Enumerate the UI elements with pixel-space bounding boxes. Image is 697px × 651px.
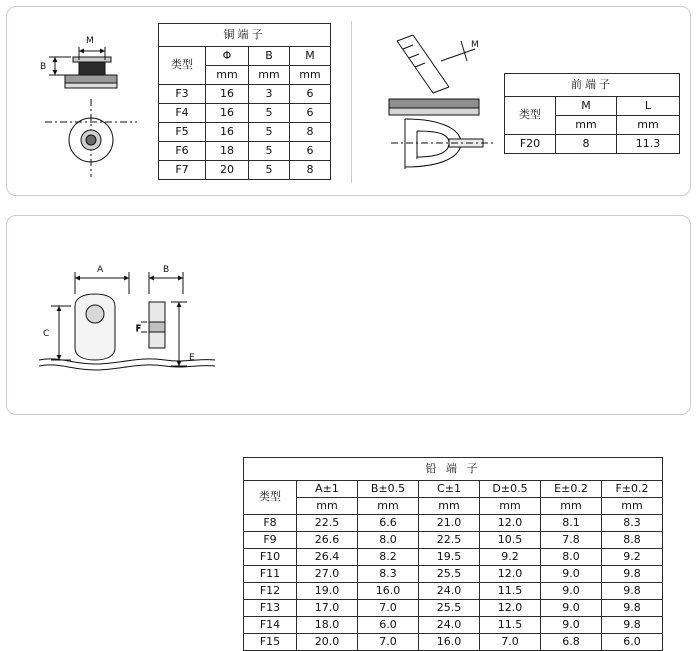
cell: 12.0 <box>480 566 541 583</box>
svg-text:F: F <box>136 324 141 333</box>
front-header-type: 类型 <box>505 97 556 135</box>
table-title-row <box>244 458 663 481</box>
cell: 22.5 <box>297 515 358 532</box>
cell: 9.8 <box>602 600 663 617</box>
table-row <box>244 532 663 549</box>
cell: 18 <box>206 142 249 161</box>
copper-title: 铜端子 <box>159 24 331 47</box>
cell: F3 <box>159 85 206 104</box>
copper-terminal-figure <box>27 27 147 187</box>
lead-header-b: B±0.5 <box>358 481 419 498</box>
cell: 26.6 <box>297 532 358 549</box>
cell: 16.0 <box>358 583 419 600</box>
copper-header-m: M <box>290 47 331 66</box>
front-title: 前端子 <box>505 74 680 97</box>
table-header-row <box>505 97 680 116</box>
lead-header-e: E±0.2 <box>541 481 602 498</box>
svg-text:C: C <box>43 329 50 339</box>
lead-header-a: A±1 <box>297 481 358 498</box>
table-header-row <box>244 481 663 498</box>
svg-text:M: M <box>471 40 479 50</box>
front-unit-l: mm <box>617 116 680 135</box>
table-row <box>159 142 331 161</box>
cell: 9.0 <box>541 617 602 634</box>
lead-unit-f: mm <box>602 498 663 515</box>
cell: 8.2 <box>358 549 419 566</box>
cell: 9.8 <box>602 617 663 634</box>
table-row <box>159 104 331 123</box>
table-row <box>244 634 663 651</box>
table-row <box>244 583 663 600</box>
lead-terminal-table <box>243 457 663 651</box>
cell: 8.0 <box>358 532 419 549</box>
table-row <box>244 515 663 532</box>
table-row <box>159 161 331 180</box>
cell: 7.8 <box>541 532 602 549</box>
cell: 17.0 <box>297 600 358 617</box>
cell: 8.8 <box>602 532 663 549</box>
cell: 6 <box>290 85 331 104</box>
panel-copper-front <box>6 6 691 196</box>
cell: 6 <box>290 104 331 123</box>
cell: F20 <box>505 135 556 154</box>
cell: 6.8 <box>541 634 602 651</box>
svg-text:E: E <box>189 353 195 363</box>
cell: 24.0 <box>419 617 480 634</box>
cell: 19.5 <box>419 549 480 566</box>
cell: 27.0 <box>297 566 358 583</box>
panel-divider <box>351 21 352 183</box>
table-unit-row <box>244 498 663 515</box>
cell: 6.0 <box>358 617 419 634</box>
cell: 11.5 <box>480 583 541 600</box>
svg-text:B: B <box>163 265 170 275</box>
copper-unit-phi: mm <box>206 66 249 85</box>
copper-unit-m: mm <box>290 66 331 85</box>
cell: 9.0 <box>541 600 602 617</box>
table-row <box>505 135 680 154</box>
cell: F15 <box>244 634 297 651</box>
cell: 5 <box>249 161 290 180</box>
cell: F9 <box>244 532 297 549</box>
cell: 9.2 <box>602 549 663 566</box>
cell: F4 <box>159 104 206 123</box>
cell: 9.0 <box>541 566 602 583</box>
cell: 7.0 <box>480 634 541 651</box>
cell: 21.0 <box>419 515 480 532</box>
cell: 5 <box>249 104 290 123</box>
svg-text:M: M <box>86 36 94 46</box>
cell: 11.3 <box>617 135 680 154</box>
table-row <box>159 85 331 104</box>
lead-unit-d: mm <box>480 498 541 515</box>
front-terminal-table <box>504 73 680 154</box>
copper-header-type: 类型 <box>159 47 206 85</box>
front-unit-m: mm <box>556 116 617 135</box>
table-title-row <box>505 74 680 97</box>
cell: 7.0 <box>358 600 419 617</box>
copper-unit-b: mm <box>249 66 290 85</box>
table-row <box>244 549 663 566</box>
cell: 3 <box>249 85 290 104</box>
cell: 25.5 <box>419 566 480 583</box>
lead-terminal-figure <box>37 256 217 386</box>
cell: 5 <box>249 142 290 161</box>
lead-header-d: D±0.5 <box>480 481 541 498</box>
cell: 6 <box>290 142 331 161</box>
copper-terminal-table <box>158 23 331 180</box>
cell: 20.0 <box>297 634 358 651</box>
cell: F7 <box>159 161 206 180</box>
lead-unit-a: mm <box>297 498 358 515</box>
front-header-l: L <box>617 97 680 116</box>
cell: 20 <box>206 161 249 180</box>
cell: 16 <box>206 85 249 104</box>
cell: 7.0 <box>358 634 419 651</box>
cell: 8 <box>556 135 617 154</box>
cell: 9.0 <box>541 583 602 600</box>
table-row <box>244 617 663 634</box>
cell: 25.5 <box>419 600 480 617</box>
cell: 12.0 <box>480 600 541 617</box>
lead-unit-c: mm <box>419 498 480 515</box>
cell: 19.0 <box>297 583 358 600</box>
cell: 10.5 <box>480 532 541 549</box>
cell: 6.0 <box>602 634 663 651</box>
cell: F8 <box>244 515 297 532</box>
cell: F12 <box>244 583 297 600</box>
cell: 9.2 <box>480 549 541 566</box>
lead-unit-b: mm <box>358 498 419 515</box>
cell: 16 <box>206 104 249 123</box>
table-row <box>244 566 663 583</box>
cell: 8 <box>290 123 331 142</box>
cell: 8.3 <box>358 566 419 583</box>
cell: 12.0 <box>480 515 541 532</box>
cell: 8 <box>290 161 331 180</box>
cell: 11.5 <box>480 617 541 634</box>
copper-header-b: B <box>249 47 290 66</box>
cell: 9.8 <box>602 566 663 583</box>
cell: 22.5 <box>419 532 480 549</box>
panel-lead <box>6 215 691 648</box>
cell: F11 <box>244 566 297 583</box>
front-terminal-figure <box>375 31 500 171</box>
svg-text:A: A <box>97 265 104 275</box>
cell: 6.6 <box>358 515 419 532</box>
cell: 16 <box>206 123 249 142</box>
cell: 24.0 <box>419 583 480 600</box>
cell: 8.0 <box>541 549 602 566</box>
cell: 8.1 <box>541 515 602 532</box>
cell: 26.4 <box>297 549 358 566</box>
cell: 18.0 <box>297 617 358 634</box>
cell: 9.8 <box>602 583 663 600</box>
front-header-m: M <box>556 97 617 116</box>
svg-text:B: B <box>40 62 47 72</box>
cell: F5 <box>159 123 206 142</box>
cell: F13 <box>244 600 297 617</box>
lead-title: 铅 端 子 <box>244 458 663 481</box>
lead-header-c: C±1 <box>419 481 480 498</box>
table-title-row <box>159 24 331 47</box>
cell: F14 <box>244 617 297 634</box>
table-row <box>159 123 331 142</box>
lead-unit-e: mm <box>541 498 602 515</box>
lead-header-type: 类型 <box>244 481 297 515</box>
table-row <box>244 600 663 617</box>
cell: 16.0 <box>419 634 480 651</box>
cell: 5 <box>249 123 290 142</box>
lead-header-f: F±0.2 <box>602 481 663 498</box>
cell: 8.3 <box>602 515 663 532</box>
cell: F6 <box>159 142 206 161</box>
cell: F10 <box>244 549 297 566</box>
copper-header-phi: Φ <box>206 47 249 66</box>
table-header-row <box>159 47 331 66</box>
